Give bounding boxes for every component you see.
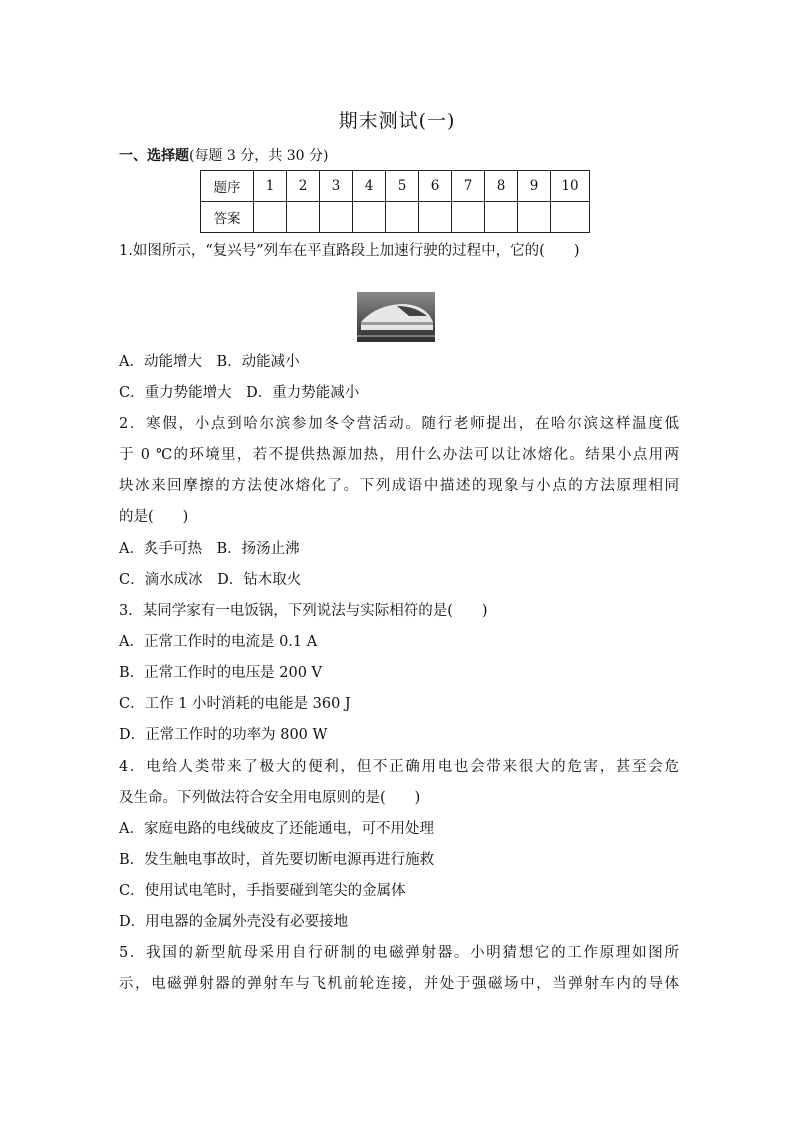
answer-cell[interactable] <box>320 202 353 233</box>
question-1-option-cd: C．重力势能增大 D．重力势能减小 <box>119 385 360 401</box>
question-number-cell: 7 <box>452 171 485 202</box>
question-3-option-b: B．正常工作时的电压是 200 V <box>119 665 323 681</box>
question-number-cell: 2 <box>287 171 320 202</box>
question-number-cell: 1 <box>254 171 287 202</box>
question-4-line: 4．电给人类带来了极大的便利，但不正确用电也会带来很大的危害，甚至会危 <box>119 759 679 775</box>
question-2-line: 的是( ) <box>119 509 189 525</box>
question-4-option-d: D．用电器的金属外壳没有必要接地 <box>119 914 349 930</box>
question-2-option-ab: A．炙手可热 B．扬汤止沸 <box>119 541 300 557</box>
question-2-options <box>119 534 679 596</box>
question-2 <box>119 409 679 533</box>
question-2-line: 2．寒假，小点到哈尔滨参加冬令营活动。随行老师提出，在哈尔滨这样温度低 <box>119 416 679 432</box>
question-1-option-ab: A．动能增大 B．动能减小 <box>119 354 300 370</box>
answer-cell[interactable] <box>518 202 551 233</box>
answer-table-row-header: 答案 <box>201 202 254 233</box>
question-number-cell: 9 <box>518 171 551 202</box>
question-number-cell: 10 <box>551 171 590 202</box>
answer-cell[interactable] <box>353 202 386 233</box>
answer-cell[interactable] <box>452 202 485 233</box>
question-number-cell: 5 <box>386 171 419 202</box>
answer-table-number-row <box>201 171 590 202</box>
question-number-cell: 3 <box>320 171 353 202</box>
question-1-stem: 1.如图所示，“复兴号”列车在平直路段上加速行驶的过程中，它的( ) <box>119 243 580 259</box>
question-4-option-b: B．发生触电事故时，首先要切断电源再进行施救 <box>119 852 435 868</box>
question-3 <box>119 596 679 751</box>
question-4-option-a: A．家庭电路的电线破皮了还能通电，可不用处理 <box>119 821 434 837</box>
question-2-line: 于 0 ℃的环境里，若不提供热源加热，用什么办法可以让冰熔化。结果小点用两 <box>119 447 679 463</box>
answer-cell[interactable] <box>254 202 287 233</box>
question-1 <box>119 236 679 267</box>
question-5-line: 示，电磁弹射器的弹射车与飞机前轮连接，并处于强磁场中，当弹射车内的导体 <box>119 976 679 992</box>
answer-table-answer-row <box>201 202 590 233</box>
question-5 <box>119 938 679 1000</box>
question-5-line: 5．我国的新型航母采用自行研制的电磁弹射器。小明猜想它的工作原理如图所 <box>119 945 679 961</box>
section-note: (每题 3 分，共 30 分) <box>189 148 329 164</box>
section-heading <box>119 145 328 165</box>
section-label: 一、选择题 <box>119 148 189 164</box>
question-1-options <box>119 347 679 409</box>
question-number-cell: 4 <box>353 171 386 202</box>
answer-cell[interactable] <box>485 202 518 233</box>
question-3-option-d: D．正常工作时的功率为 800 W <box>119 727 328 743</box>
answer-cell[interactable] <box>419 202 452 233</box>
answer-cell[interactable] <box>287 202 320 233</box>
page-title: 期末测试(一) <box>338 110 456 132</box>
question-4-option-c: C．使用试电笔时，手指要碰到笔尖的金属体 <box>119 883 406 899</box>
question-3-option-a: A．正常工作时的电流是 0.1 A <box>119 634 318 650</box>
question-3-stem: 3．某同学家有一电饭锅，下列说法与实际相符的是( ) <box>119 603 488 619</box>
question-4-line: 及生命。下列做法符合安全用电原则的是( ) <box>119 790 421 806</box>
question-2-option-cd: C．滴水成冰 D．钻木取火 <box>119 572 302 588</box>
question-number-cell: 6 <box>419 171 452 202</box>
question-3-option-c: C．工作 1 小时消耗的电能是 360 J <box>119 696 351 712</box>
train-image <box>357 292 435 342</box>
question-4 <box>119 752 679 938</box>
question-2-line: 块冰来回摩擦的方法使冰熔化了。下列成语中描述的现象与小点的方法原理相同 <box>119 478 679 494</box>
question-number-cell: 8 <box>485 171 518 202</box>
answer-table-row-header: 题序 <box>201 171 254 202</box>
answer-cell[interactable] <box>386 202 419 233</box>
answer-cell[interactable] <box>551 202 590 233</box>
answer-table <box>200 170 590 233</box>
